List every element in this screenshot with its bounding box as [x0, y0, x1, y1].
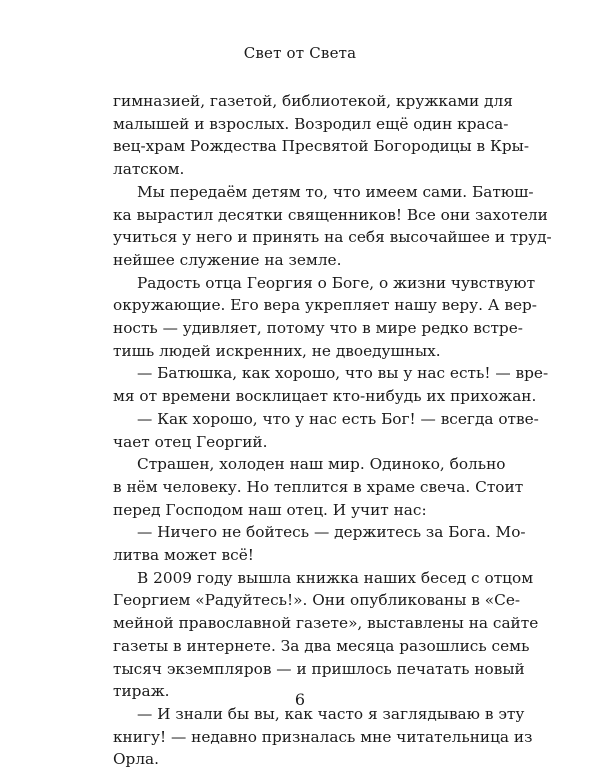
- text-line: мя от времени восклицает кто-нибудь их прихожан.: [113, 387, 537, 406]
- text-line: учиться у него и принять на себя высочайшее и труд-: [113, 228, 552, 247]
- text-line: — Батюшка, как хорошо, что вы у нас есть! — вре-: [137, 364, 549, 383]
- text-line: тысяч экземпляров — и пришлось печатать новый: [113, 659, 525, 678]
- text-line: Мы передаём детям то, что имеем сами. Батюш-: [137, 182, 534, 201]
- text-line: Орла.: [113, 750, 160, 769]
- text-line: В 2009 году вышла книжка наших бесед с отцом: [137, 568, 534, 587]
- text-line: ка вырастил десятки священников! Все они захотели: [113, 205, 548, 224]
- text-line: Радость отца Георгия о Боге, о жизни чувствуют: [137, 273, 536, 292]
- text-line: Георгием «Радуйтесь!». Они опубликованы в «Се-: [113, 591, 521, 610]
- text-line: вец-храм Рождества Пресвятой Богородицы в Кры-: [113, 137, 529, 156]
- text-line: в нём человеку. Но теплится в храме свеча. Стоит: [113, 477, 524, 496]
- text-line: книгу! — недавно призналась мне читательница из: [113, 727, 533, 746]
- text-line: перед Господом наш отец. И учит нас:: [113, 500, 427, 519]
- text-line: литва может всё!: [113, 546, 254, 565]
- page-number: 6: [294, 690, 306, 709]
- body-text: [113, 90, 552, 771]
- text-line: тишь людей искренних, не двоедушных.: [113, 341, 441, 360]
- text-line: мейной православной газете», выставлены на сайте: [113, 614, 539, 633]
- text-line: тираж.: [113, 682, 170, 701]
- text-line: ность — удивляет, потому что в мире редко встре-: [113, 319, 523, 338]
- text-line: окружающие. Его вера укрепляет нашу веру. А вер-: [113, 296, 537, 315]
- text-line: латском.: [113, 160, 185, 179]
- text-line: Страшен, холоден наш мир. Одиноко, больно: [137, 455, 506, 474]
- text-line: — И знали бы вы, как часто я заглядываю в эту: [137, 704, 525, 723]
- text-line: гимназией, газетой, библиотекой, кружками для: [113, 92, 513, 110]
- text-line: газеты в интернете. За два месяца разошлись семь: [113, 636, 530, 655]
- text-line: чает отец Георгий.: [113, 432, 268, 451]
- text-line: — Ничего не бойтесь — держитесь за Бога. Мо-: [137, 523, 526, 542]
- running-header: Свет от Света: [243, 44, 357, 62]
- text-line: малышей и взрослых. Возродил ещё один краса-: [113, 114, 509, 133]
- text-line: нейшее служение на земле.: [113, 250, 342, 269]
- text-line: — Как хорошо, что у нас есть Бог! — всегда отве-: [137, 409, 539, 428]
